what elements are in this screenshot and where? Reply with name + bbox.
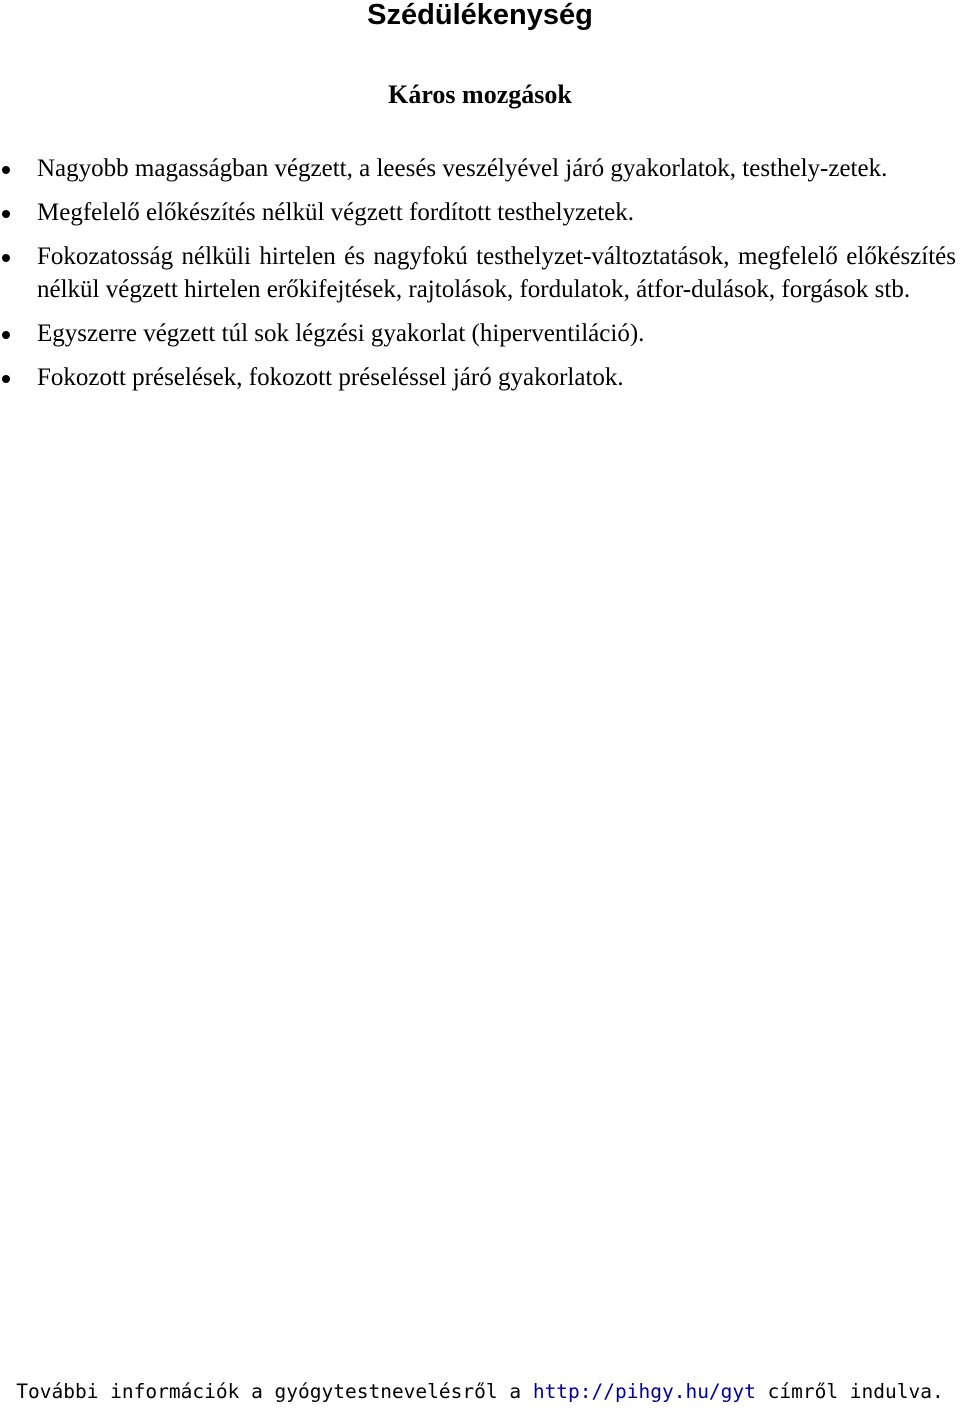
list-item-text: Fokozott préselések, fokozott préseléssel járó gyakorlatok. — [37, 364, 624, 391]
bullet-icon — [2, 254, 10, 262]
list-item — [0, 317, 960, 350]
list-item-text: Nagyobb magasságban végzett, a leesés veszélyével járó gyakorlatok, testhely-zetek. — [37, 155, 888, 182]
list-item — [0, 196, 960, 229]
section-heading: Káros mozgások — [388, 80, 572, 109]
list-item — [0, 240, 960, 306]
list-item-text: Fokozatosság nélküli hirtelen és nagyfokú testhelyzet-változtatások, megfelelő előkészítés nélkül végzett hirtelen erőkifejtések, rajtolások, fordulatok, átfor-dulások, forgások stb. — [37, 243, 956, 303]
bullet-icon — [2, 375, 10, 383]
page-title: Szédülékenység — [367, 0, 593, 31]
bullet-list — [0, 152, 960, 405]
footer — [0, 1378, 960, 1406]
list-item-text: Egyszerre végzett túl sok légzési gyakorlat (hiperventiláció). — [37, 320, 645, 347]
footer-text-before: További információk a gyógytestnevelésről a — [16, 1380, 533, 1403]
list-item — [0, 152, 960, 185]
footer-link[interactable]: http://pihgy.hu/gyt — [532, 1380, 756, 1403]
bullet-icon — [2, 331, 10, 339]
bullet-icon — [2, 166, 10, 174]
bullet-icon — [2, 210, 10, 218]
footer-text-after: címről indulva. — [755, 1380, 944, 1403]
list-item — [0, 361, 960, 394]
list-item-text: Megfelelő előkészítés nélkül végzett fordított testhelyzetek. — [37, 199, 635, 226]
